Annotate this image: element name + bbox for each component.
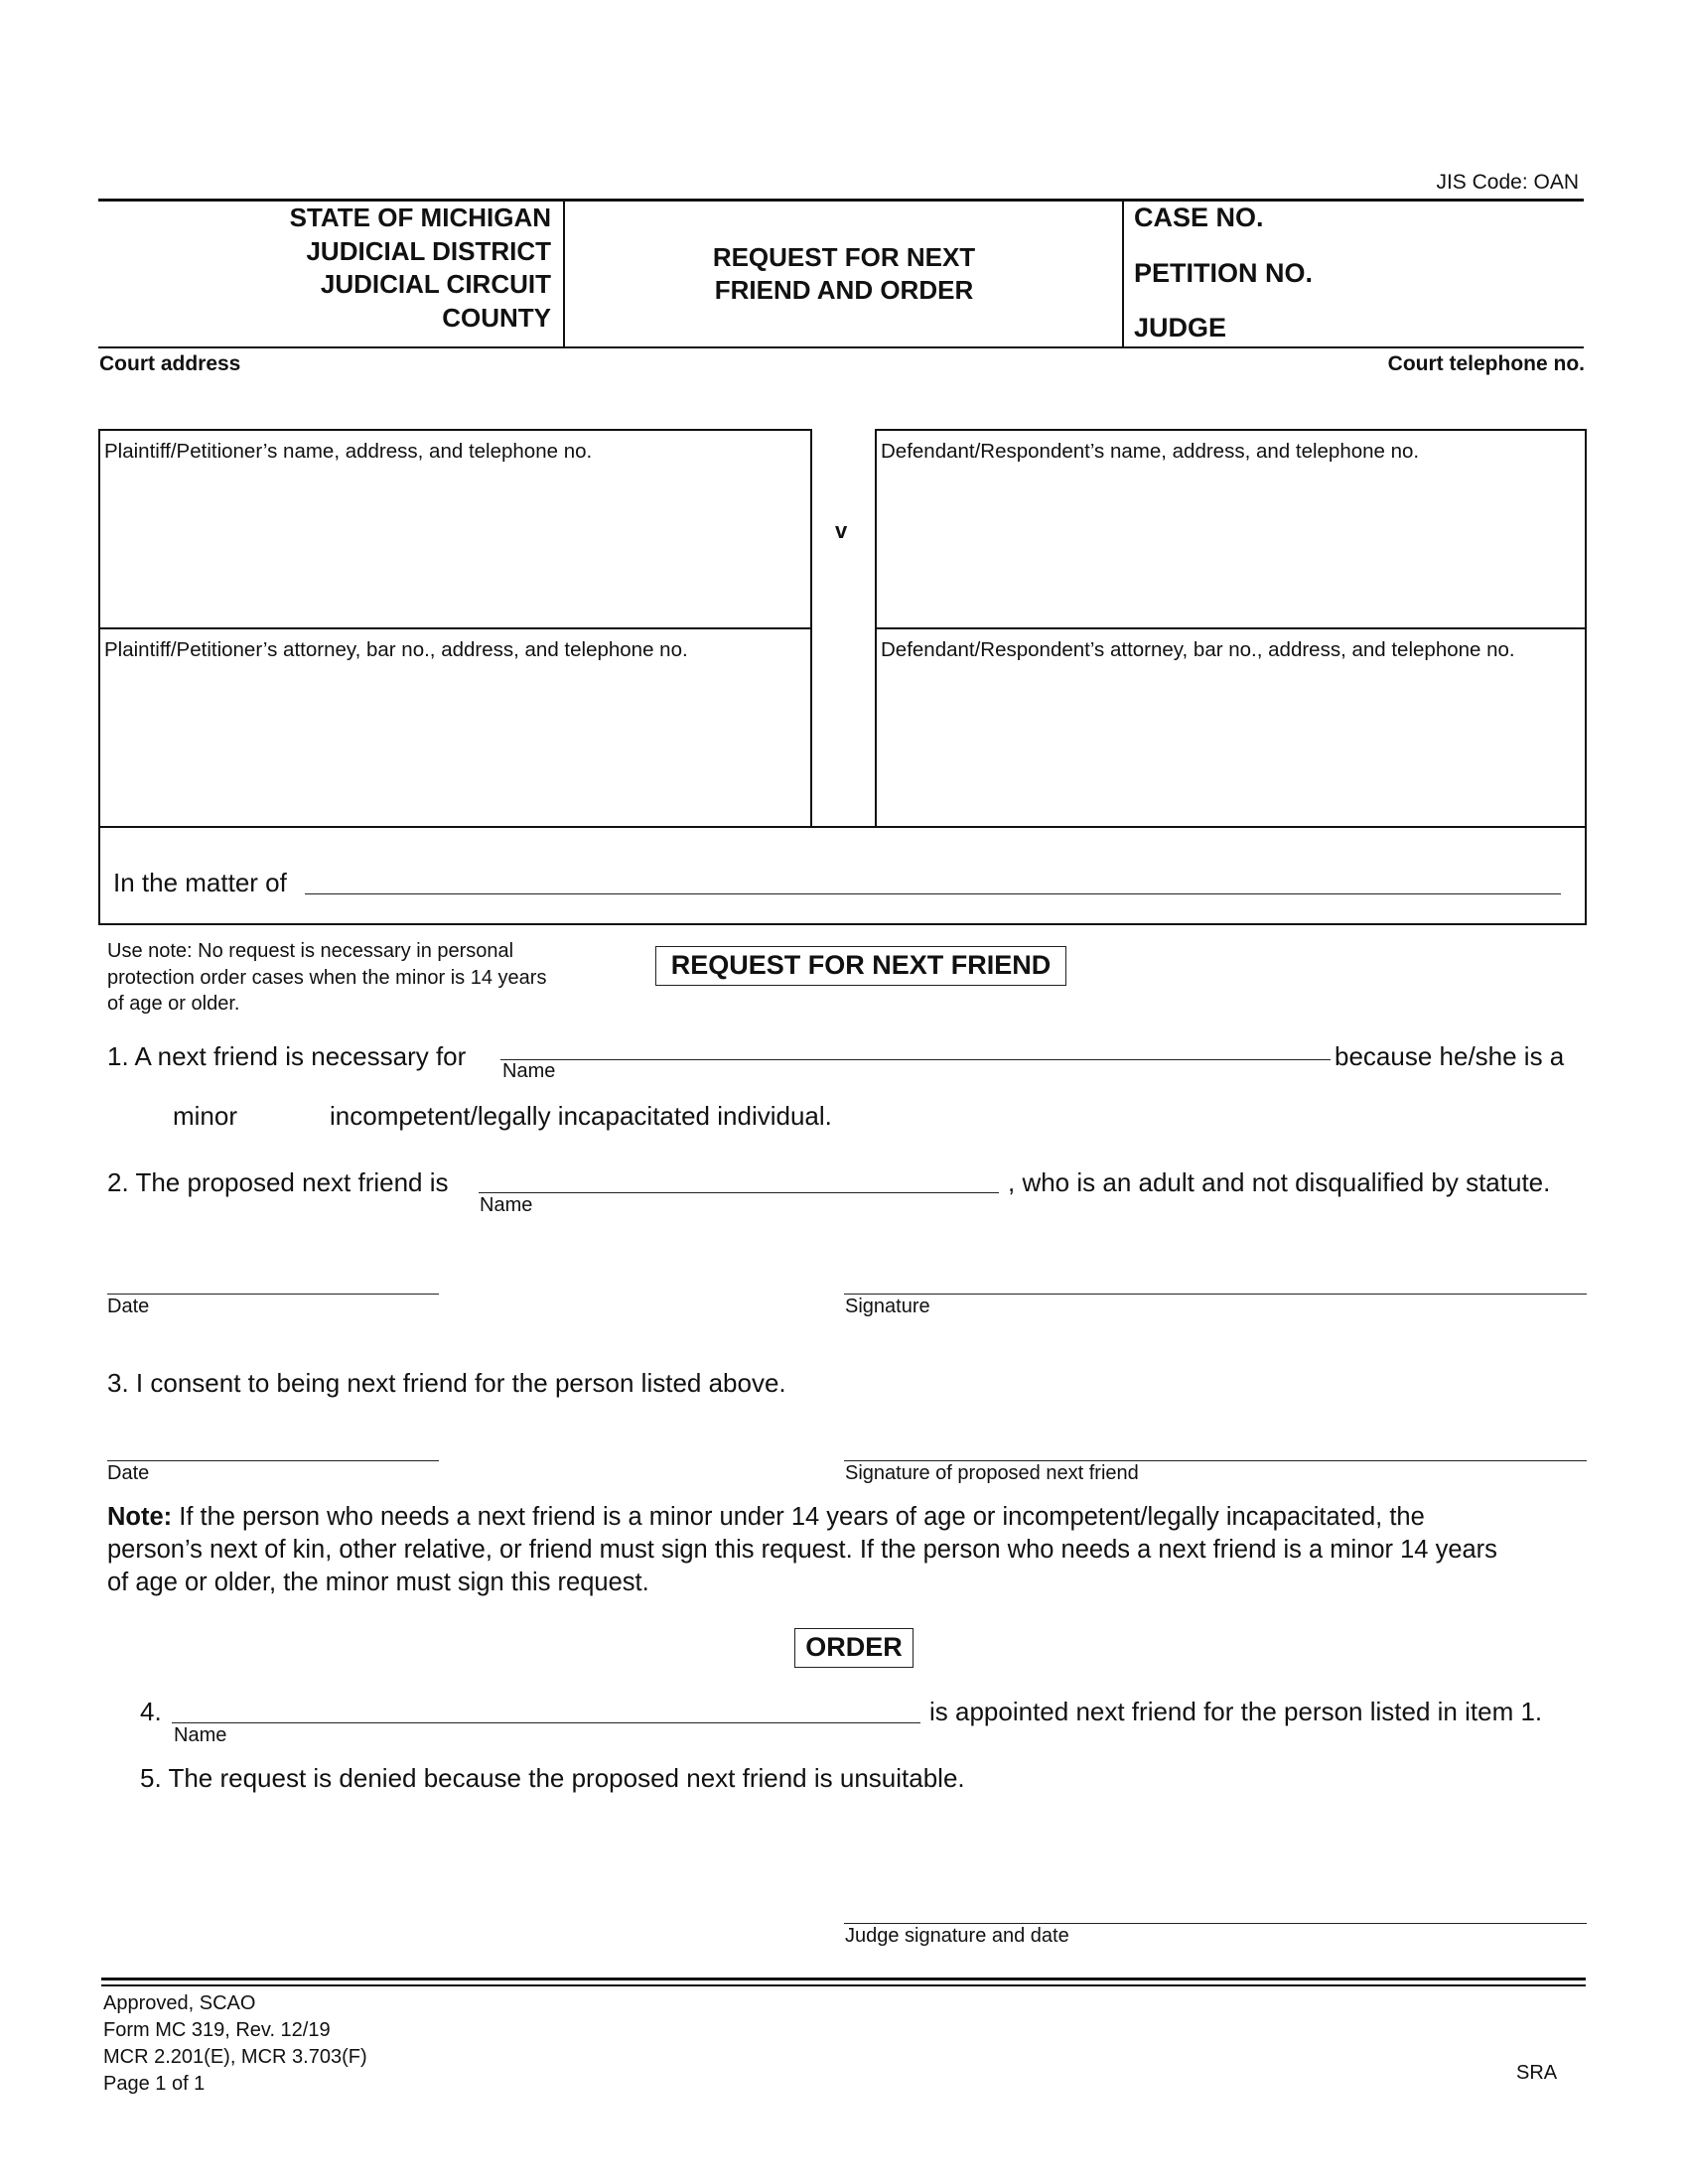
item1-name-label: Name — [502, 1060, 556, 1082]
item2-suffix: , who is an adult and not disqualified by statute. — [1008, 1167, 1551, 1197]
header-divider-left — [563, 200, 565, 348]
signature-proposed-label: Signature of proposed next friend — [845, 1462, 1139, 1484]
form-title-line-2: FRIEND AND ORDER — [714, 275, 974, 305]
judge-signature-label: Judge signature and date — [845, 1925, 1069, 1947]
footer-mcr: MCR 2.201(E), MCR 3.703(F) — [103, 2046, 367, 2068]
item3-text: 3. I consent to being next friend for the person listed above. — [107, 1368, 786, 1398]
petition-no-label: PETITION NO. — [1134, 258, 1314, 288]
court-circuit: JUDICIAL CIRCUIT — [320, 269, 551, 299]
court-state: STATE OF MICHIGAN — [289, 203, 551, 232]
item2-name-line[interactable] — [479, 1192, 999, 1193]
plaintiff-box[interactable] — [98, 429, 812, 629]
jis-code: JIS Code: OAN — [1436, 171, 1579, 194]
judge-signature-line[interactable] — [844, 1923, 1587, 1924]
note-bold-label: Note: — [107, 1503, 173, 1531]
form-title — [566, 241, 1122, 307]
matter-line[interactable] — [305, 893, 1561, 894]
item4-name-line[interactable] — [172, 1722, 920, 1723]
option-incompetent-label: incompetent/legally incapacitated individual. — [330, 1101, 832, 1131]
signature-proposed-line[interactable] — [844, 1460, 1587, 1461]
use-note-line-1: Use note: No request is necessary in personal — [107, 940, 514, 962]
in-the-matter-of-label: In the matter of — [113, 868, 287, 897]
footer-rule-1 — [101, 1978, 1586, 1980]
item1-prefix: 1. A next friend is necessary for — [107, 1041, 467, 1071]
date-label-2: Date — [107, 1462, 150, 1484]
court-address-label: Court address — [99, 352, 241, 375]
request-heading: REQUEST FOR NEXT FRIEND — [655, 946, 1066, 986]
note-line-2: person’s next of kin, other relative, or friend must sign this request. If the person who needs a next friend is a minor 14 years — [107, 1536, 1497, 1564]
defendant-label: Defendant/Respondent’s name, address, and telephone no. — [881, 440, 1420, 463]
note-line-3: of age or older, the minor must sign this request. — [107, 1569, 649, 1596]
court-county: COUNTY — [442, 302, 551, 333]
use-note — [107, 938, 546, 1018]
plaintiff-label: Plaintiff/Petitioner’s name, address, and telephone no. — [104, 440, 593, 463]
versus-label: v — [835, 518, 848, 543]
note-line-1: If the person who needs a next friend is a minor under 14 years of age or incompetent/legally incapacitated, the — [172, 1503, 1425, 1531]
defendant-attorney-label: Defendant/Respondent’s attorney, bar no., address, and telephone no. — [881, 638, 1515, 661]
court-block — [119, 202, 551, 335]
item2-name-label: Name — [480, 1194, 533, 1216]
signature-line[interactable] — [844, 1294, 1587, 1295]
date-label-1: Date — [107, 1296, 150, 1317]
footer-block — [103, 1990, 367, 2098]
judge-label: JUDGE — [1134, 313, 1227, 342]
defendant-attorney-box[interactable] — [875, 627, 1587, 828]
use-note-line-2: protection order cases when the minor is 14 years — [107, 966, 547, 989]
footer-form-number: Form MC 319, Rev. 12/19 — [103, 2019, 331, 2041]
court-district: JUDICIAL DISTRICT — [306, 235, 551, 266]
date-line-1[interactable] — [107, 1294, 439, 1295]
footer-rule-2 — [101, 1984, 1586, 1986]
item1-suffix: because he/she is a — [1335, 1041, 1565, 1071]
item5-text: 5. The request is denied because the proposed next friend is unsuitable. — [140, 1763, 965, 1793]
order-heading: ORDER — [794, 1628, 914, 1668]
item1-name-line[interactable] — [500, 1059, 1331, 1060]
item4-suffix: is appointed next friend for the person listed in item 1. — [929, 1697, 1543, 1726]
matter-box — [98, 826, 1587, 925]
footer-code: SRA — [1516, 2062, 1558, 2084]
header-divider-right — [1122, 200, 1124, 348]
header-bottom-rule — [98, 346, 1584, 348]
case-no-label: CASE NO. — [1134, 203, 1264, 232]
defendant-box[interactable] — [875, 429, 1587, 629]
plaintiff-attorney-label: Plaintiff/Petitioner’s attorney, bar no., address, and telephone no. — [104, 638, 688, 661]
use-note-line-3: of age or older. — [107, 993, 240, 1015]
footer-page: Page 1 of 1 — [103, 2073, 206, 2095]
form-title-line-1: REQUEST FOR NEXT — [712, 242, 976, 272]
item2-prefix: 2. The proposed next friend is — [107, 1167, 449, 1197]
note-paragraph — [107, 1501, 1589, 1599]
footer-approved: Approved, SCAO — [103, 1992, 256, 2014]
date-line-2[interactable] — [107, 1460, 439, 1461]
item4-name-label: Name — [174, 1724, 227, 1746]
court-telephone-label: Court telephone no. — [1387, 352, 1585, 375]
item4-number: 4. — [140, 1697, 162, 1726]
plaintiff-attorney-box[interactable] — [98, 627, 812, 828]
signature-label: Signature — [845, 1296, 930, 1317]
option-minor-label: minor — [173, 1101, 238, 1131]
